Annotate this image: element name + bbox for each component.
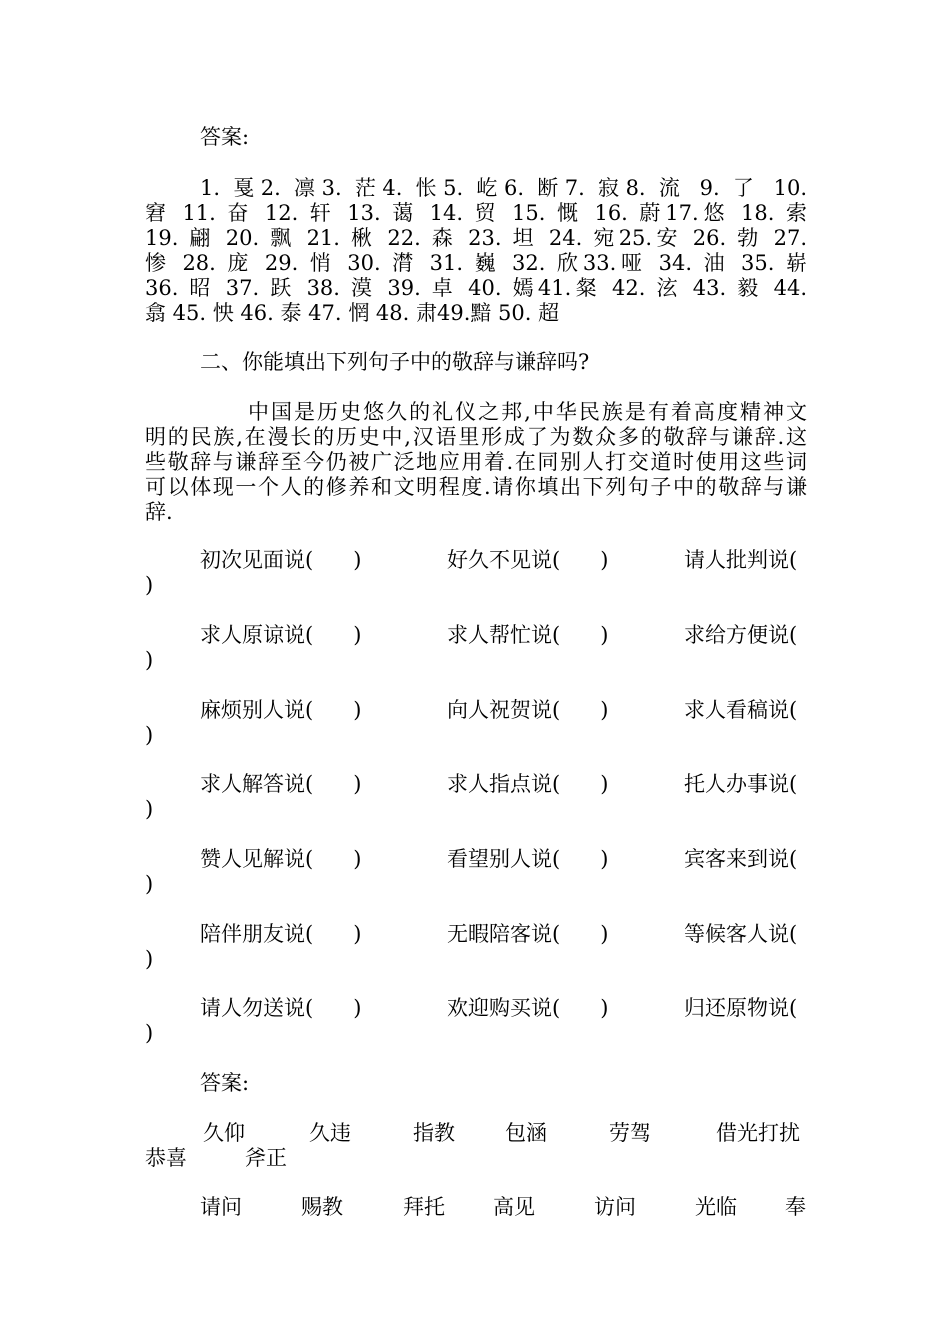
answer-line: 1. 戛2. 凛3. 茫4. 怅5. 屹6. 断7. 寂8. 流 9. 了 10. [200, 176, 807, 200]
fill-item: 求给方便说( [684, 623, 798, 647]
answer-word: 久违 [309, 1121, 351, 1145]
answer-word: 斧正 [245, 1146, 287, 1170]
fill-item: 托人办事说( [684, 772, 798, 796]
fill-item: 请人批判说( [684, 548, 798, 572]
fill-item-close: ) [145, 573, 154, 597]
fill-item: 好久不见说( ) [447, 548, 609, 572]
intro-line: 中国是历史悠久的礼仪之邦,中华民族是有着高度精神文 [248, 400, 807, 424]
fill-item: 求人帮忙说( ) [447, 623, 609, 647]
answer-word: 光临 [695, 1195, 737, 1219]
fill-item: 向人祝贺说( ) [447, 698, 609, 722]
fill-item: 求人看稿说( [684, 698, 798, 722]
fill-item: 初次见面说( ) [200, 548, 362, 572]
answer-word: 拜托 [403, 1195, 445, 1219]
answer-word: 访问 [594, 1195, 636, 1219]
intro-line: 明的民族,在漫长的历史中,汉语里形成了为数众多的敬辞与谦辞.这 [145, 425, 807, 449]
intro-line: 些敬辞与谦辞至今仍被广泛地应用着.在同别人打交道时使用这些词 [145, 450, 807, 474]
section-heading: 二、你能填出下列句子中的敬辞与谦辞吗? [200, 350, 590, 374]
fill-item: 求人指点说( ) [447, 772, 609, 796]
intro-line: 可以体现一个人的修养和文明程度.请你填出下列句子中的敬辞与谦 [145, 475, 807, 499]
answer-line: 19. 翩 20. 飘 21. 楸 22. 森 23. 坦 24. 宛25.安 26. 勃 27. [145, 226, 807, 250]
answer-label-1: 答案: [200, 125, 250, 149]
answer-label-2: 答案: [200, 1071, 250, 1095]
answer-word: 赐教 [301, 1195, 343, 1219]
answer-word: 久仰 [203, 1121, 245, 1145]
answer-line: 36. 昭 37. 跃 38. 漠 39. 卓 40. 嫣41.粲 42. 泫 43. 毅 44. [145, 276, 807, 300]
fill-item-close: ) [145, 797, 154, 821]
fill-item: 请人勿送说( ) [200, 996, 362, 1020]
fill-item: 求人原谅说( ) [200, 623, 362, 647]
fill-item: 宾客来到说( [684, 847, 798, 871]
answer-line: 翕 45. 怏 46. 泰 47. 惘 48. 肃49.黯 50. 超 [145, 301, 560, 325]
fill-item-close: ) [145, 1021, 154, 1045]
fill-item: 陪伴朋友说( ) [200, 922, 362, 946]
fill-item-close: ) [145, 723, 154, 747]
fill-item: 欢迎购买说( ) [447, 996, 609, 1020]
answer-word: 高见 [493, 1195, 535, 1219]
fill-item: 赞人见解说( ) [200, 847, 362, 871]
intro-line: 辞. [145, 500, 173, 524]
answer-word: 借光打扰 [716, 1121, 800, 1145]
answer-word: 指教 [413, 1121, 455, 1145]
answer-word: 奉 [785, 1195, 806, 1219]
answer-word: 劳驾 [609, 1121, 651, 1145]
answer-line: 惨 28. 庞 29. 悄 30. 潸 31. 巍 32. 欣33.哑 34. 油 35. 崭 [145, 251, 807, 275]
fill-item: 麻烦别人说( ) [200, 698, 362, 722]
fill-item-close: ) [145, 947, 154, 971]
fill-item-close: ) [145, 872, 154, 896]
fill-item: 归还原物说( [684, 996, 798, 1020]
answer-line: 窘 11. 奋 12. 轩 13. 蔼 14. 贸 15. 慨 16. 蔚17.悠 18. 索 [145, 201, 807, 225]
answer-word: 包涵 [505, 1121, 547, 1145]
fill-item: 等候客人说( [684, 922, 798, 946]
answer-word: 恭喜 [145, 1146, 187, 1170]
fill-item: 无暇陪客说( ) [447, 922, 609, 946]
fill-item-close: ) [145, 648, 154, 672]
fill-item: 看望别人说( ) [447, 847, 609, 871]
answer-word: 请问 [200, 1195, 242, 1219]
fill-item: 求人解答说( ) [200, 772, 362, 796]
